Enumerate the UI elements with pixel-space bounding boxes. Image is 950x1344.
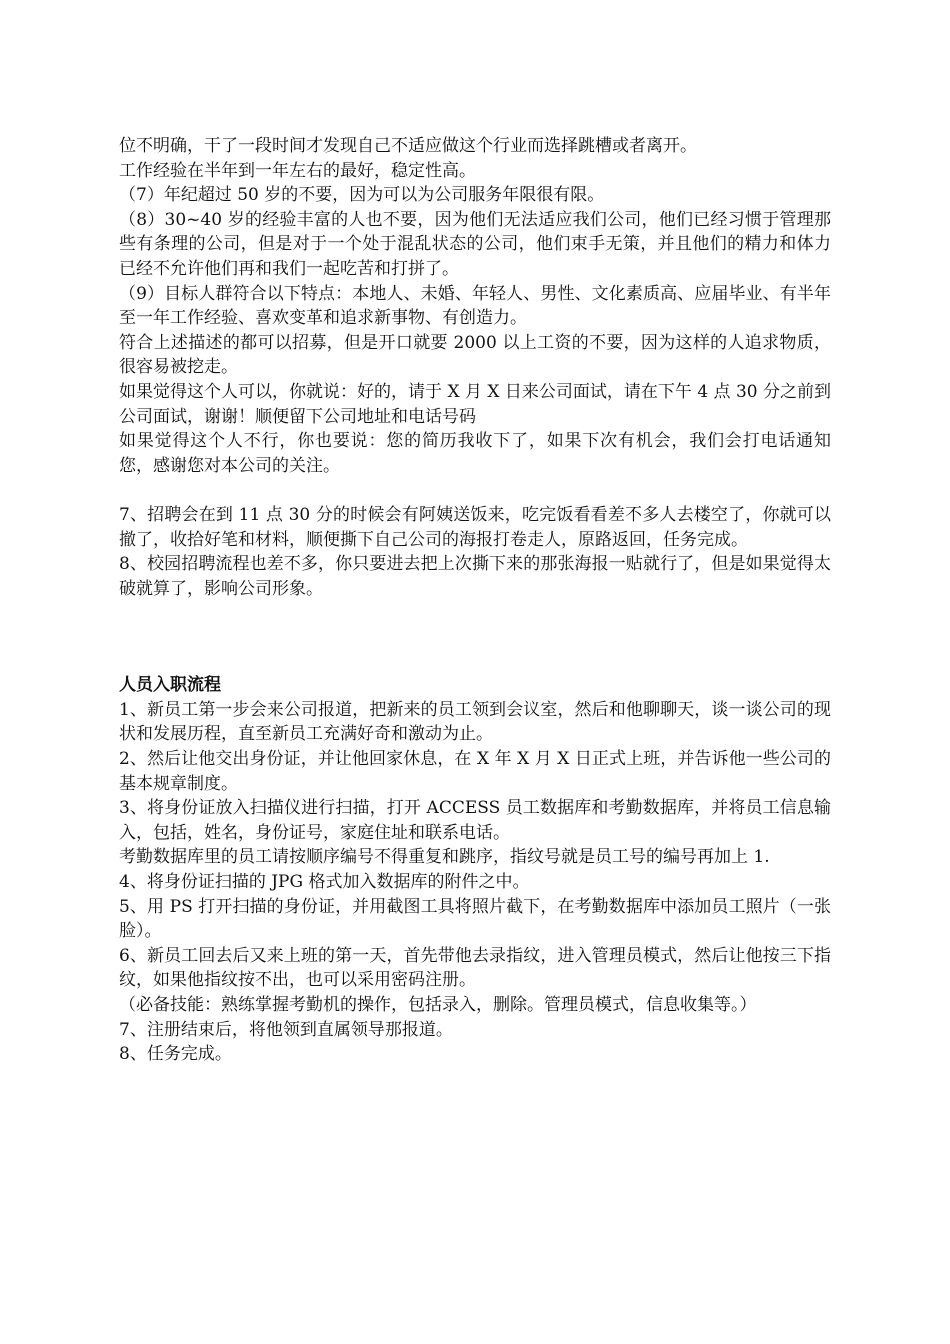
section-gap	[119, 601, 831, 673]
paragraph: 4、将身份证扫描的 JPG 格式加入数据库的附件之中。	[119, 872, 530, 893]
section-heading: 人员入职流程	[119, 675, 221, 696]
paragraph: 1、新员工第一步会来公司报道，把新来的员工领到会议室，然后和他聊聊天，谈一谈公司的现状和发展历程，直至新员工充满好奇和激动为止。	[119, 699, 831, 745]
paragraph: 8、任务完成。	[119, 1044, 232, 1065]
document-page	[119, 134, 831, 1067]
paragraph: （8）30~40 岁的经验丰富的人也不要，因为他们无法适应我们公司，他们已经习惯于管理那些有条理的公司，但是对于一个处于混乱状态的公司，他们束手无策，并且他们的精力和体力已经不允许他们再和我们一起吃苦和打拼了。	[119, 209, 831, 279]
paragraph: 3、将身份证放入扫描仪进行扫描，打开 ACCESS 员工数据库和考勤数据库，并将员工信息输入，包括，姓名，身份证号，家庭住址和联系电话。	[119, 798, 831, 843]
paragraph: 符合上述描述的都可以招募，但是开口就要 2000 以上工资的不要，因为这样的人追求物质，很容易被挖走。	[119, 332, 831, 378]
paragraph: 5、用 PS 打开扫描的身份证，并用截图工具将照片截下，在考勤数据库中添加员工照片（一张脸）。	[119, 896, 831, 942]
recruitment-section	[119, 134, 831, 601]
paragraph: 2、然后让他交出身份证，并让他回家休息，在 X 年 X 月 X 日正式上班，并告诉他一些公司的基本规章制度。	[119, 749, 831, 794]
onboarding-section	[119, 673, 831, 1067]
step-7-paragraph: 7、招聘会在到 11 点 30 分的时候会有阿姨送饭来，吃完饭看看差不多人去楼空了，你就可以撤了，收拾好笔和材料，顺便撕下自己公司的海报打卷走人，原路返回，任务完成。	[119, 504, 831, 550]
paragraph: 工作经验在半年到一年左右的最好，稳定性高。	[119, 160, 476, 181]
paragraph: 7、注册结束后，将他领到直属领导那报道。	[119, 1019, 453, 1040]
paragraph: 如果觉得这个人不行，你也要说：您的简历我收下了，如果下次有机会，我们会打电话通知您，感谢您对本公司的关注。	[119, 431, 831, 476]
blank-line	[119, 478, 831, 503]
paragraph: （7）年纪超过 50 岁的不要，因为可以为公司服务年限很有限。	[119, 185, 605, 206]
paragraph: 如果觉得这个人可以，你就说：好的，请于 X 月 X 日来公司面试，请在下午 4 点 30 分之前到公司面试，谢谢！顺便留下公司地址和电话号码	[119, 381, 831, 427]
paragraph: 考勤数据库里的员工请按顺序编号不得重复和跳序，指纹号就是员工号的编号再加上 1.	[119, 847, 770, 868]
paragraph: （9）目标人群符合以下特点：本地人、未婚、年轻人、男性、文化素质高、应届毕业、有半年至一年工作经验、喜欢变革和追求新事物、有创造力。	[119, 283, 831, 329]
paragraph: （必备技能：熟练掌握考勤机的操作，包括录入，删除。管理员模式，信息收集等。）	[119, 995, 757, 1015]
step-8-paragraph: 8、校园招聘流程也差不多，你只要进去把上次撕下来的那张海报一贴就行了，但是如果觉得太破就算了，影响公司形象。	[119, 554, 831, 599]
paragraph: 6、新员工回去后又来上班的第一天，首先带他去录指纹，进入管理员模式，然后让他按三下指纹，如果他指纹按不出，也可以采用密码注册。	[119, 945, 831, 991]
paragraph: 位不明确，干了一段时间才发现自己不适应做这个行业而选择跳槽或者离开。	[119, 136, 697, 156]
